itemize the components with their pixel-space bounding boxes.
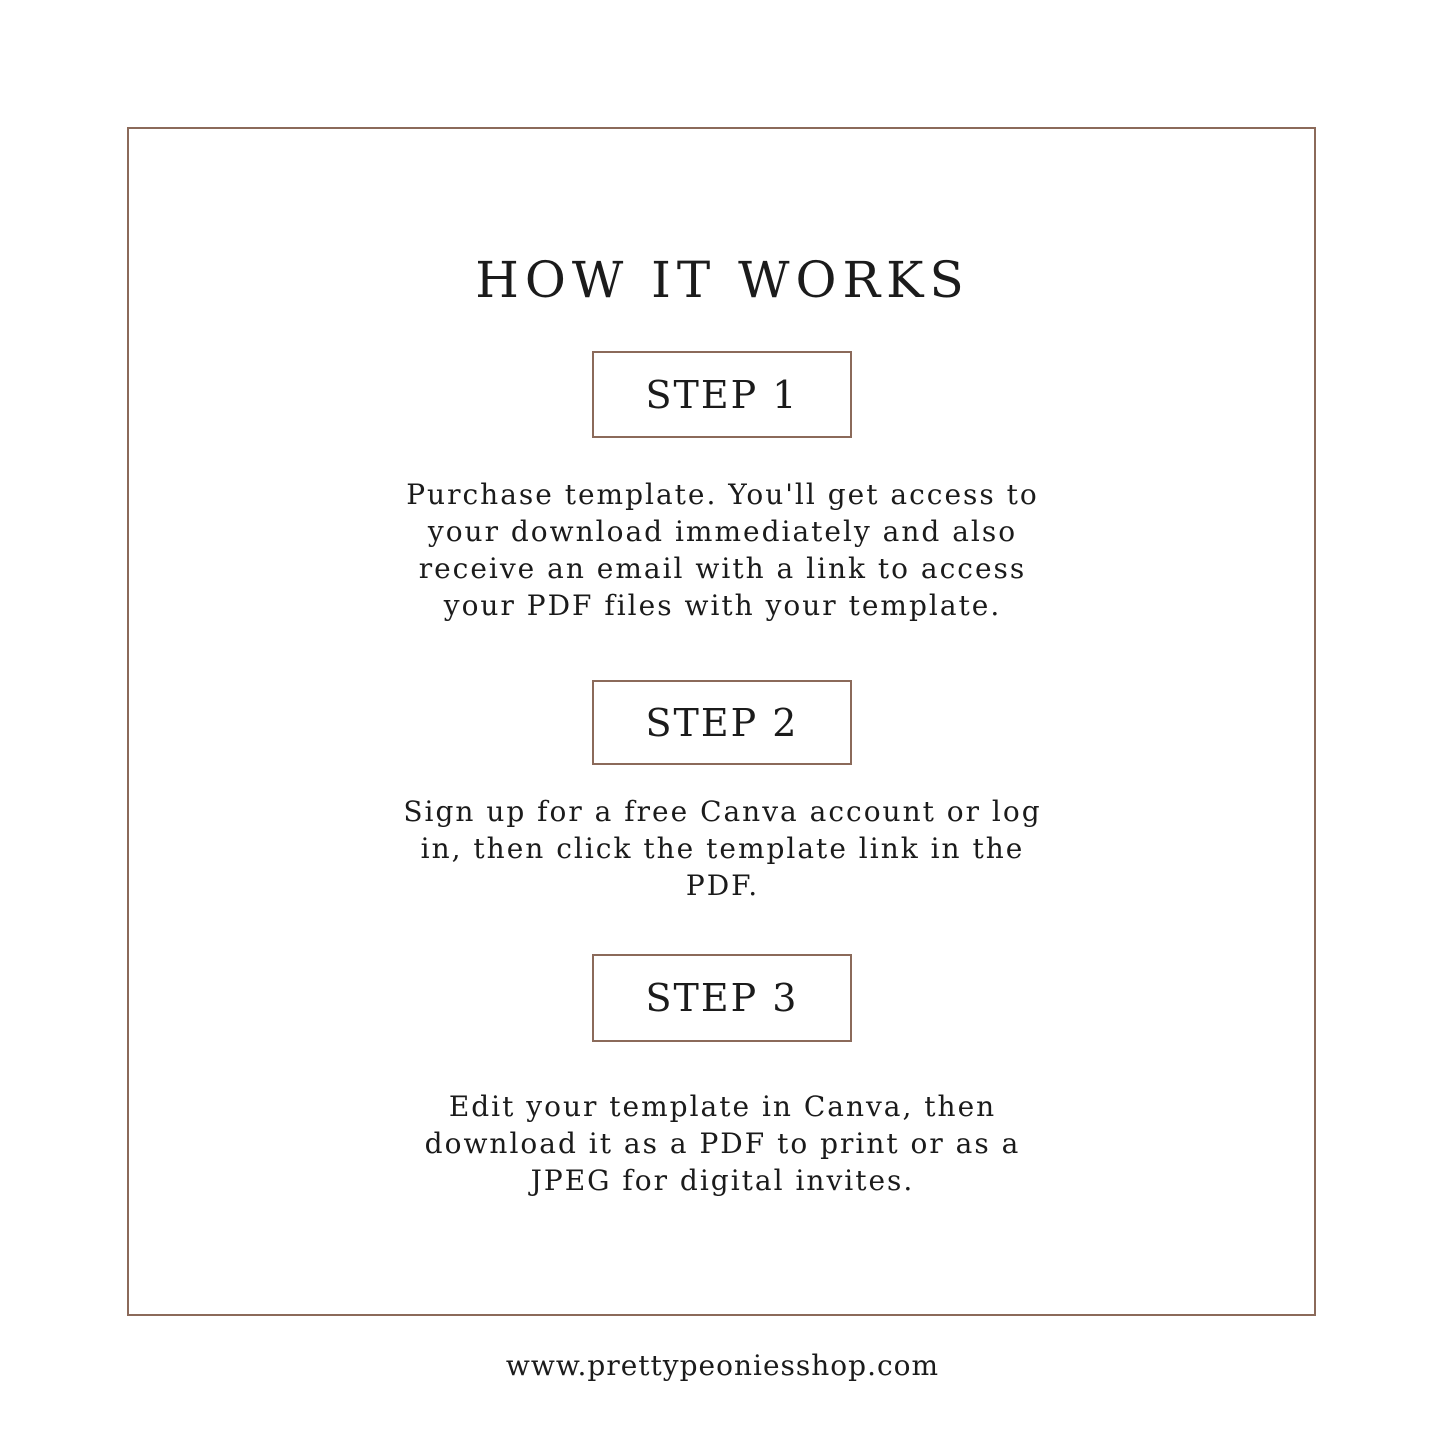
page-title: HOW IT WORKS bbox=[475, 251, 970, 309]
step-1-label: STEP 1 bbox=[645, 372, 799, 417]
step-2-description: Sign up for a free Canva account or log in, then click the template link in the PDF. bbox=[403, 795, 1042, 902]
website-url: www.prettypeoniesshop.com bbox=[505, 1349, 940, 1382]
step-2-label-box bbox=[592, 680, 852, 765]
step-1-label-box bbox=[592, 351, 852, 438]
step-1-description: Purchase template. You'll get access to your download immediately and also receive an email with a link to access your PDF files with your template. bbox=[406, 478, 1039, 622]
step-3-description: Edit your template in Canva, then download it as a PDF to print or as a JPEG for digital invites. bbox=[424, 1090, 1021, 1197]
step-2-label: STEP 2 bbox=[645, 700, 799, 745]
step-3-label: STEP 3 bbox=[645, 976, 799, 1020]
step-3-label-box bbox=[592, 954, 852, 1042]
